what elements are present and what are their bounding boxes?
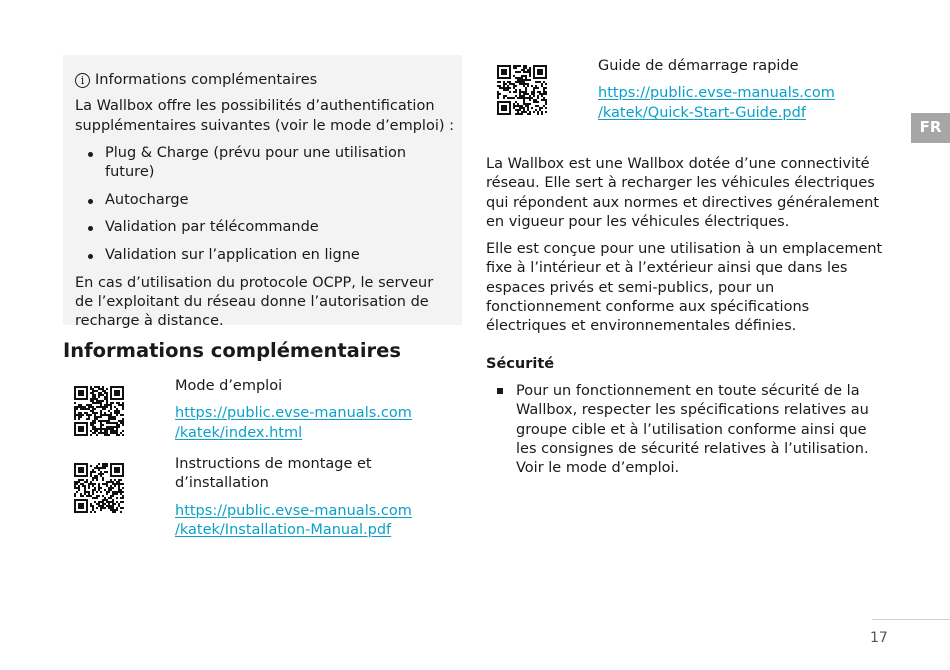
page-number: 17 <box>870 630 888 646</box>
page-divider <box>872 619 950 620</box>
doc-title: Instructions de montage et d’installation <box>175 456 372 492</box>
list-item: Plug & Charge (prévu pour une utilisation future) <box>75 144 455 183</box>
doc-entry-installation <box>175 455 445 540</box>
qr-code-installation <box>74 463 124 513</box>
qr-code-quick-start <box>497 65 547 115</box>
doc-link-line1[interactable]: https://public.evse-manuals.com <box>175 405 412 422</box>
doc-title: Guide de démarrage rapide <box>598 58 799 74</box>
doc-link-line2[interactable]: /katek/index.html <box>175 424 303 441</box>
list-item: Pour un fonctionnement en toute sécurité de la Wallbox, respecter les spécifications relatives au groupe cible et à l’utilisation conforme ainsi que les consignes de sécurité relatives à l’utilisation. Voir le mode d’emploi. <box>486 382 891 478</box>
section-heading: Informations complémentaires <box>63 339 401 362</box>
info-box-header <box>75 71 455 90</box>
qr-code-mode-emploi <box>74 386 124 436</box>
body-paragraph-2: Elle est conçue pour une utilisation à un emplacement fixe à l’intérieur et à l’extérieur ainsi que dans les espaces privés et semi-publics, pour un fonctionnement conforme aux spécifications électriques et environnementales définies. <box>486 241 883 335</box>
doc-title: Mode d’emploi <box>175 378 283 394</box>
list-item: Validation sur l’application en ligne <box>75 246 455 265</box>
info-box <box>63 55 462 330</box>
list-item: Validation par télécommande <box>75 218 455 237</box>
doc-entry-quick-start <box>598 57 868 123</box>
doc-link[interactable] <box>175 404 445 443</box>
info-icon: i <box>75 73 90 88</box>
doc-link-line1[interactable]: https://public.evse-manuals.com <box>175 502 412 519</box>
list-item: Autocharge <box>75 191 455 210</box>
doc-link[interactable] <box>175 502 445 541</box>
doc-link-line1[interactable]: https://public.evse-manuals.com <box>598 85 835 102</box>
doc-link-line2[interactable]: /katek/Installation-Manual.pdf <box>175 521 392 538</box>
doc-entry-mode-emploi <box>175 377 445 443</box>
info-box-title: Informations complémentaires <box>95 72 318 88</box>
body-paragraph-1: La Wallbox est une Wallbox dotée d’une connectivité réseau. Elle sert à recharger les véhicules électriques qui répondent aux normes et directives généralement en vigueur pour les véhicules électriques. <box>486 156 880 230</box>
safety-list <box>486 382 891 478</box>
auth-options-list <box>75 144 455 265</box>
language-tab: FR <box>911 113 950 143</box>
safety-heading: Sécurité <box>486 356 555 372</box>
info-box-intro: La Wallbox offre les possibilités d’authentification supplémentaires suivantes (voir le mode d’emploi) : <box>75 98 455 134</box>
doc-link-line2[interactable]: /katek/Quick-Start-Guide.pdf <box>598 104 806 121</box>
doc-link[interactable] <box>598 84 868 123</box>
info-box-footer: En cas d’utilisation du protocole OCPP, le serveur de l’exploitant du réseau donne l’autorisation de recharge à distance. <box>75 274 434 330</box>
